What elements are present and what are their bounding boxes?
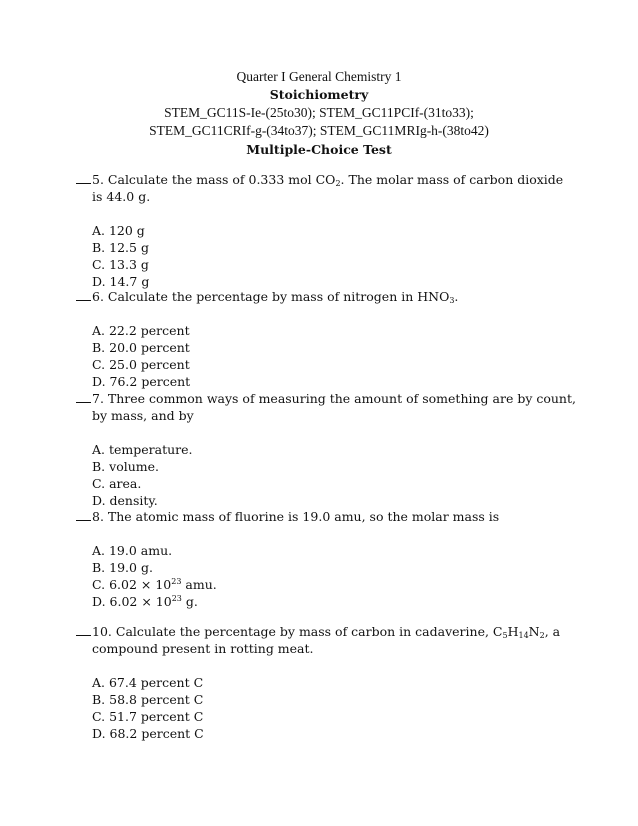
answer-options: [76, 674, 576, 742]
option-b: B. 58.8 percent C: [92, 692, 204, 707]
option-c: C. area.: [92, 476, 142, 491]
header-codes-line-1: STEM_GC11S-Ie-(25to30); STEM_GC11PCIf-(31to33);: [164, 105, 474, 120]
answer-options: [76, 542, 576, 610]
question-stem: 8. The atomic mass of fluorine is 19.0 amu, so the molar mass is: [76, 508, 576, 525]
question-5: [76, 171, 576, 290]
option-b: B. 20.0 percent: [92, 340, 190, 355]
option-a: A. 19.0 amu.: [92, 543, 173, 558]
option-a: A. 120 g: [92, 223, 145, 238]
option-d: D. 14.7 g: [92, 274, 150, 289]
option-d: D. $6.02 \times 10^{23}$ g.: [92, 594, 198, 609]
option-b: B. volume.: [92, 459, 159, 474]
question-10: [76, 623, 576, 742]
answer-blank[interactable]: [76, 509, 91, 521]
option-a: A. 67.4 percent C: [92, 675, 204, 690]
header-topic-title: Stoichiometry: [269, 87, 369, 102]
answer-options: [76, 222, 576, 290]
test-title-block: [0, 141, 638, 159]
header-codes-line-2: STEM_GC11CRIf-g-(34to37); STEM_GC11MRIg-h-(38to42): [149, 123, 489, 138]
document-header: [0, 68, 638, 140]
header-course-line: Quarter I General Chemistry 1: [236, 69, 402, 84]
test-title: Multiple-Choice Test: [246, 142, 392, 157]
answer-options: [76, 441, 576, 509]
answer-blank[interactable]: [76, 624, 91, 636]
answer-blank[interactable]: [76, 289, 91, 301]
answer-blank[interactable]: [76, 391, 91, 403]
question-stem: 5. Calculate the mass of 0.333 mol $CO_2$. The molar mass of carbon dioxide is 44.0 g.: [76, 171, 576, 205]
option-c: C. $6.02 \times 10^{23}$ amu.: [92, 577, 217, 592]
option-a: A. temperature.: [92, 442, 193, 457]
question-6: [76, 288, 576, 390]
question-8: [76, 508, 576, 610]
question-stem: 7. Three common ways of measuring the amount of something are by count, by mass, and by: [76, 390, 576, 424]
option-a: A. 22.2 percent: [92, 323, 190, 338]
option-c: C. 13.3 g: [92, 257, 149, 272]
answer-blank[interactable]: [76, 172, 91, 184]
option-d: D. 68.2 percent C: [92, 726, 204, 741]
option-b: B. 12.5 g: [92, 240, 149, 255]
option-c: C. 25.0 percent: [92, 357, 190, 372]
question-7: [76, 390, 576, 509]
option-d: D. density.: [92, 493, 158, 508]
option-c: C. 51.7 percent C: [92, 709, 204, 724]
answer-options: [76, 322, 576, 390]
option-d: D. 76.2 percent: [92, 374, 191, 389]
question-stem: 6. Calculate the percentage by mass of nitrogen in $HNO_3$.: [76, 288, 576, 305]
question-stem: 10. Calculate the percentage by mass of carbon in cadaverine, $C_5H_{14}N_2$, a compound present in rotting meat.: [76, 623, 576, 657]
option-b: B. 19.0 g.: [92, 560, 153, 575]
